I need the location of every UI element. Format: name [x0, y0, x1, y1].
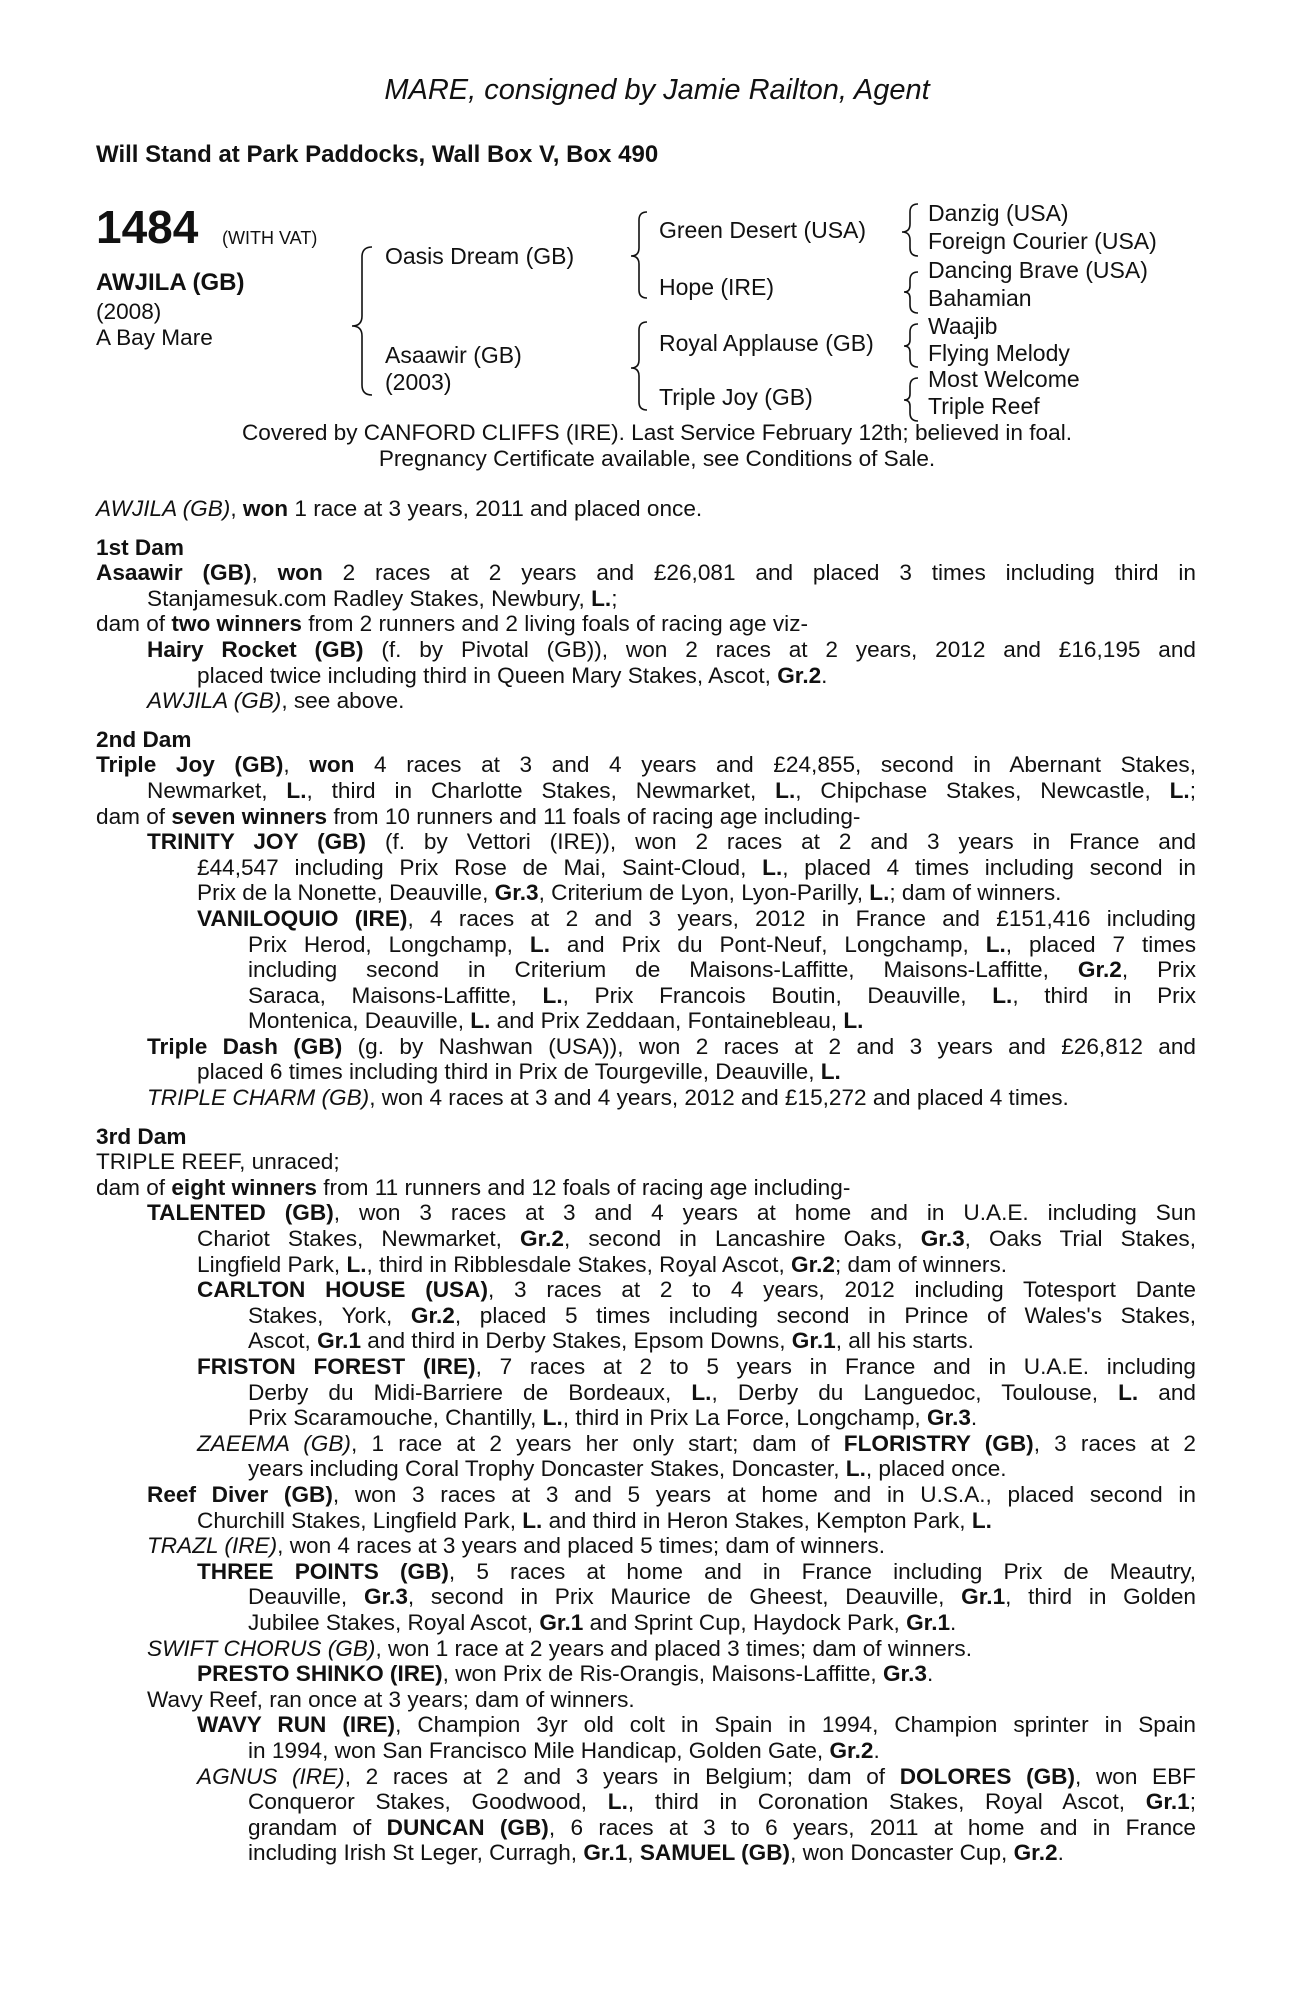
text-run: 1st Dam: [96, 534, 184, 560]
text-run: Chariot Stakes, Newmarket,: [197, 1226, 520, 1252]
text-run: ;: [611, 585, 618, 611]
text-run: L.: [591, 585, 612, 611]
text-run: Gr.1: [906, 1609, 951, 1635]
catalogue-line: [96, 1200, 1196, 1226]
text-run: Triple Dash (GB): [147, 1033, 343, 1059]
catalogue-line: [96, 586, 1196, 612]
text-run: Derby du Midi-Barriere de Bordeaux,: [248, 1379, 692, 1405]
text-run: L.: [522, 1507, 543, 1533]
pedigree-dam: Asaawir (GB): [385, 342, 522, 368]
text-run: , Champion 3yr old colt in Spain in 1994, Champion sprinter in Spain: [395, 1712, 1196, 1738]
text-run: 2 races at 2 years and £26,081 and placed 3 times including third in: [322, 560, 1196, 586]
text-run: , Prix: [1121, 957, 1196, 983]
catalogue-line: [96, 855, 1196, 881]
text-run: 4 races at 3 and 4 years and £24,855, second in Abernant Stakes,: [354, 752, 1196, 778]
catalogue-line: [96, 1712, 1196, 1738]
catalogue-line: [96, 804, 1196, 830]
text-run: , placed 7 times: [1005, 931, 1197, 957]
text-run: L.: [843, 1008, 864, 1034]
text-run: Prix Scaramouche, Chantilly,: [248, 1405, 543, 1431]
text-run: dam of: [96, 1174, 172, 1200]
catalogue-line: [96, 496, 1196, 522]
text-run: and: [1138, 1379, 1196, 1405]
text-run: , Oaks Trial Stakes,: [964, 1226, 1196, 1252]
text-run: , placed 4 times including second in: [782, 854, 1196, 880]
text-run: from 10 runners and 11 foals of racing age including-: [327, 803, 861, 829]
text-run: years including Coral Trophy Doncaster Stakes, Doncaster,: [248, 1456, 846, 1482]
text-run: , third in Ribblesdale Stakes, Royal Ascot,: [366, 1251, 792, 1277]
text-run: , placed 5 times including second in Prince of Wales's Stakes,: [454, 1302, 1197, 1328]
text-run: including second in Criterium de Maisons-Laffitte, Maisons-Laffitte,: [248, 957, 1078, 983]
text-run: Gr.3: [882, 1661, 927, 1687]
pedigree-dam-sire: Royal Applause (GB): [659, 330, 874, 356]
catalogue-line: [96, 1508, 1196, 1534]
text-run: THREE POINTS (GB): [197, 1558, 449, 1584]
catalogue-line: [96, 1354, 1196, 1380]
text-run: seven winners: [171, 803, 328, 829]
text-run: and Sprint Cup, Haydock Park,: [583, 1609, 907, 1635]
catalogue-line: [96, 1085, 1196, 1111]
text-run: , won 3 races at 3 and 4 years at home and in U.A.E. including Sun: [333, 1200, 1197, 1226]
text-run: Gr.1: [791, 1328, 836, 1354]
text-run: Gr.2: [829, 1737, 874, 1763]
catalogue-line: [96, 906, 1196, 932]
text-run: , placed once.: [865, 1456, 1007, 1482]
text-run: , 3 races at 2: [1033, 1430, 1196, 1456]
text-run: L.: [346, 1251, 367, 1277]
text-run: ;: [1189, 777, 1196, 803]
catalogue-line: [96, 1277, 1196, 1303]
catalogue-line: [96, 752, 1196, 778]
text-run: .: [821, 662, 828, 688]
text-run: won: [242, 496, 289, 521]
text-run: , third in Coronation Stakes, Royal Ascot,: [627, 1789, 1146, 1815]
text-run: Gr.1: [583, 1840, 628, 1866]
text-run: Gr.2: [1013, 1840, 1058, 1866]
text-run: SWIFT CHORUS (GB): [147, 1635, 376, 1661]
text-run: ; dam of winners.: [889, 880, 1062, 906]
text-run: AGNUS (IRE): [197, 1763, 345, 1789]
text-run: L.: [542, 982, 563, 1008]
text-run: won: [277, 560, 323, 586]
text-run: , second in Lancashire Oaks,: [563, 1226, 921, 1252]
vat-note: (WITH VAT): [222, 228, 318, 248]
text-run: Gr.3: [920, 1226, 965, 1252]
text-run: £44,547 including Prix Rose de Mai, Saint-Cloud,: [197, 854, 763, 880]
catalogue-line: [96, 1303, 1196, 1329]
lot-number: 1484: [96, 201, 199, 253]
text-run: , 1 race at 2 years her only start; dam of: [350, 1430, 844, 1456]
text-run: , won EBF: [1075, 1763, 1196, 1789]
pedigree-dsd: Flying Melody: [928, 340, 1070, 366]
text-run: ; dam of winners.: [835, 1251, 1008, 1277]
catalogue-line: [96, 1124, 1196, 1150]
text-run: from 2 runners and 2 living foals of racing age viz-: [301, 611, 809, 637]
catalogue-line: [96, 932, 1196, 958]
text-run: Gr.2: [1077, 957, 1122, 983]
text-run: Hairy Rocket (GB): [147, 636, 364, 662]
text-run: Prix de la Nonette, Deauville,: [197, 880, 495, 906]
text-run: DUNCAN (GB): [386, 1814, 549, 1840]
text-run: L.: [869, 880, 890, 906]
catalogue-line: [96, 1175, 1196, 1201]
text-run: .: [1057, 1840, 1064, 1866]
catalogue-line: [96, 1610, 1196, 1636]
catalogue-line: [96, 688, 1196, 714]
text-run: .: [873, 1737, 880, 1763]
text-run: Conqueror Stakes, Goodwood,: [248, 1789, 608, 1815]
text-run: TRIPLE REEF, unraced;: [96, 1149, 340, 1175]
text-run: , 3 races at 2 to 4 years, 2012 including Totesport Dante: [487, 1277, 1196, 1303]
catalogue-line: [96, 1328, 1196, 1354]
text-run: , Criterium de Lyon, Lyon-Parilly,: [538, 880, 870, 906]
text-run: Gr.3: [363, 1584, 408, 1610]
catalogue-line: [96, 1380, 1196, 1406]
pedigree-dss: Waajib: [928, 313, 998, 339]
text-run: , Chipchase Stakes, Newcastle,: [795, 777, 1170, 803]
catalogue-line: [96, 1226, 1196, 1252]
pedigree-sire: Oasis Dream (GB): [385, 243, 575, 269]
catalogue-line: [96, 1764, 1196, 1790]
text-run: SAMUEL (GB): [639, 1840, 791, 1866]
text-run: TRIPLE CHARM (GB): [147, 1085, 370, 1111]
text-run: ,: [230, 496, 243, 521]
catalogue-line: [96, 1661, 1196, 1687]
covered-note: Covered by CANFORD CLIFFS (IRE). Last Service February 12th; believed in foal.: [241, 420, 1072, 445]
catalogue-line: [96, 1405, 1196, 1431]
pedigree-dam-dam: Triple Joy (GB): [659, 384, 813, 410]
text-run: Stakes, York,: [248, 1302, 411, 1328]
text-run: L.: [529, 931, 550, 957]
pedigree-brackets: [0, 0, 1314, 430]
catalogue-line: [96, 1482, 1196, 1508]
catalogue-line: [96, 1059, 1196, 1085]
text-run: , won 4 races at 3 years and placed 5 times; dam of winners.: [277, 1533, 885, 1559]
text-run: , won Prix de Ris-Orangis, Maisons-Laffitte,: [442, 1661, 883, 1687]
text-run: Asaawir (GB): [96, 560, 252, 586]
text-run: from 11 runners and 12 foals of racing age including-: [316, 1174, 851, 1200]
text-run: CARLTON HOUSE (USA): [197, 1277, 488, 1303]
pedigree-dam-year: (2003): [385, 369, 452, 395]
catalogue-line: [96, 1840, 1196, 1866]
text-run: Montenica, Deauville,: [248, 1008, 471, 1034]
catalogue-line: [96, 1533, 1196, 1559]
text-run: , Prix Francois Boutin, Deauville,: [562, 982, 993, 1008]
stand-location: Will Stand at Park Paddocks, Wall Box V, Box 490: [96, 141, 659, 168]
catalogue-line: [96, 778, 1196, 804]
text-run: won: [309, 752, 355, 778]
text-run: WAVY RUN (IRE): [197, 1712, 396, 1738]
pedigree-sds: Dancing Brave (USA): [928, 257, 1148, 283]
catalogue-line: [96, 1252, 1196, 1278]
catalogue-line: [96, 829, 1196, 855]
catalogue-line: [96, 637, 1196, 663]
text-run: dam of: [96, 803, 172, 829]
text-run: and Prix Zeddaan, Fontainebleau,: [490, 1008, 844, 1034]
catalogue-line: [96, 1789, 1196, 1815]
text-run: Deauville,: [248, 1584, 364, 1610]
text-run: Saraca, Maisons-Laffitte,: [248, 982, 543, 1008]
text-run: , see above.: [281, 688, 405, 714]
text-run: TRINITY JOY (GB): [147, 829, 367, 855]
text-run: L.: [845, 1456, 866, 1482]
text-run: L.: [607, 1789, 628, 1815]
text-run: ,: [627, 1840, 640, 1866]
text-run: , 2 races at 2 and 3 years in Belgium; dam of: [344, 1763, 900, 1789]
text-run: L.: [470, 1008, 491, 1034]
text-run: FLORISTRY (GB): [843, 1430, 1034, 1456]
text-run: (g. by Nashwan (USA)), won 2 races at 2 and 3 years and £26,812 and: [342, 1033, 1196, 1059]
text-run: L.: [542, 1405, 563, 1431]
text-run: , 4 races at 2 and 3 years, 2012 in France and £151,416 including: [407, 905, 1196, 931]
text-run: , 7 races at 2 to 5 years in France and in U.A.E. including: [475, 1354, 1196, 1379]
catalogue-line: [96, 1008, 1196, 1034]
catalogue-line: [96, 957, 1196, 983]
text-run: ZAEEMA (GB): [197, 1430, 351, 1456]
text-run: Gr.2: [791, 1251, 835, 1277]
catalogue-line: [96, 535, 1196, 561]
catalogue-line: [96, 1738, 1196, 1764]
text-run: L.: [762, 854, 783, 880]
text-run: , third in Charlotte Stakes, Newmarket,: [306, 777, 776, 803]
text-run: L.: [992, 982, 1013, 1008]
text-run: including Irish St Leger, Curragh,: [248, 1840, 584, 1866]
text-run: placed twice including third in Queen Mary Stakes, Ascot,: [197, 662, 778, 688]
text-run: PRESTO SHINKO (IRE): [197, 1661, 443, 1687]
text-run: (f. by Vettori (IRE)), won 2 races at 2 and 3 years in France and: [366, 829, 1197, 855]
text-run: L.: [286, 777, 307, 803]
text-run: and Prix du Pont-Neuf, Longchamp,: [549, 931, 986, 957]
catalogue-line: [96, 560, 1196, 586]
text-run: , third in Prix La Force, Longchamp,: [562, 1405, 927, 1431]
pedigree-dds: Most Welcome: [928, 366, 1080, 392]
text-run: , won 1 race at 2 years and placed 3 times; dam of winners.: [375, 1635, 972, 1661]
text-run: AWJILA (GB): [96, 496, 231, 521]
catalogue-line: [96, 1815, 1196, 1841]
text-run: Newmarket,: [147, 777, 287, 803]
catalogue-line: [96, 880, 1196, 906]
text-run: , Derby du Languedoc, Toulouse,: [711, 1379, 1119, 1405]
catalogue-line: [96, 1034, 1196, 1060]
pedigree-ssd: Foreign Courier (USA): [928, 228, 1157, 254]
text-run: , all his starts.: [835, 1328, 974, 1354]
text-run: FRISTON FOREST (IRE): [197, 1354, 476, 1379]
text-run: .: [970, 1405, 978, 1431]
text-run: , won 4 races at 3 and 4 years, 2012 and £15,272 and placed 4 times.: [369, 1085, 1069, 1111]
text-run: 2nd Dam: [96, 726, 192, 752]
consignor-heading: MARE, consigned by Jamie Railton, Agent: [384, 74, 930, 106]
text-run: Gr.1: [539, 1609, 584, 1635]
text-run: Gr.1: [1145, 1789, 1190, 1815]
catalogue-line: [96, 611, 1196, 637]
text-run: 3rd Dam: [96, 1123, 187, 1149]
text-run: Gr.1: [317, 1328, 362, 1354]
text-run: TALENTED (GB): [147, 1200, 334, 1226]
catalogue-line: [96, 1456, 1196, 1482]
horse-description: A Bay Mare: [96, 325, 213, 350]
text-run: Jubilee Stakes, Royal Ascot,: [248, 1609, 540, 1635]
text-run: L.: [1118, 1379, 1139, 1405]
catalogue-line: [96, 1687, 1196, 1713]
text-run: Prix Herod, Longchamp,: [248, 931, 530, 957]
pedigree-sire-sire: Green Desert (USA): [659, 217, 867, 243]
text-run: , third in Golden: [1005, 1584, 1196, 1610]
text-run: L.: [1169, 777, 1190, 803]
text-run: Gr.3: [926, 1405, 971, 1431]
text-run: eight winners: [171, 1174, 317, 1200]
text-run: ;: [1189, 1789, 1196, 1815]
text-run: , second in Prix Maurice de Gheest, Deauville,: [407, 1584, 962, 1610]
text-run: , 5 races at home and in France including Prix de Meautry,: [448, 1558, 1196, 1584]
pregnancy-note: Pregnancy Certificate available, see Conditions of Sale.: [378, 446, 936, 471]
catalogue-line: [96, 1584, 1196, 1610]
text-run: and third in Heron Stakes, Kempton Park,: [542, 1507, 972, 1533]
catalogue-body: [96, 496, 1196, 1866]
text-run: Reef Diver (GB): [147, 1481, 333, 1507]
text-run: and third in Derby Stakes, Epsom Downs,: [361, 1328, 792, 1354]
text-run: Gr.2: [777, 662, 822, 688]
text-run: ,: [251, 560, 278, 586]
text-run: TRAZL (IRE): [147, 1533, 278, 1559]
text-run: Gr.2: [520, 1226, 564, 1252]
pedigree-ddd: Triple Reef: [928, 393, 1040, 419]
pedigree-sire-dam: Hope (IRE): [659, 274, 775, 300]
text-run: , won Doncaster Cup,: [790, 1840, 1014, 1866]
text-run: Ascot,: [248, 1328, 318, 1354]
text-run: , won 3 races at 3 and 5 years at home and in U.S.A., placed second in: [332, 1481, 1196, 1507]
catalogue-line: [96, 663, 1196, 689]
text-run: VANILOQUIO (IRE): [197, 905, 408, 931]
text-run: Gr.1: [961, 1584, 1006, 1610]
text-run: Wavy Reef, ran once at 3 years; dam of winners.: [147, 1686, 635, 1712]
text-run: Gr.2: [410, 1302, 455, 1328]
text-run: dam of: [96, 611, 172, 637]
catalogue-line: [96, 727, 1196, 753]
text-run: placed 6 times including third in Prix de Tourgeville, Deauville,: [197, 1059, 821, 1085]
text-run: , 6 races at 3 to 6 years, 2011 at home and in France: [548, 1814, 1196, 1840]
text-run: 1 race at 3 years, 2011 and placed once.: [288, 496, 703, 521]
horse-name: AWJILA (GB): [96, 269, 245, 296]
text-run: AWJILA (GB): [147, 688, 282, 714]
catalogue-line: [96, 1149, 1196, 1175]
text-run: L.: [691, 1379, 712, 1405]
text-run: Triple Joy (GB): [96, 752, 284, 778]
catalogue-line: [96, 983, 1196, 1009]
text-run: Stanjamesuk.com Radley Stakes, Newbury,: [147, 585, 592, 611]
text-run: Gr.3: [494, 880, 539, 906]
catalogue-line: [96, 1559, 1196, 1585]
text-run: Lingfield Park,: [197, 1251, 347, 1277]
text-run: (f. by Pivotal (GB)), won 2 races at 2 years, 2012 and £16,195 and: [363, 636, 1196, 662]
horse-year: (2008): [96, 299, 162, 324]
text-run: .: [926, 1661, 934, 1687]
pedigree-sdd: Bahamian: [928, 285, 1032, 311]
text-run: grandam of: [248, 1814, 387, 1840]
text-run: L.: [775, 777, 796, 803]
text-run: ,: [283, 752, 310, 778]
pedigree-sss: Danzig (USA): [928, 200, 1069, 226]
text-run: two winners: [171, 611, 302, 637]
text-run: L.: [971, 1507, 992, 1533]
text-run: L.: [985, 931, 1006, 957]
text-run: , third in Prix: [1012, 982, 1196, 1008]
catalogue-line: [96, 1431, 1196, 1457]
text-run: Churchill Stakes, Lingfield Park,: [197, 1507, 523, 1533]
text-run: in 1994, won San Francisco Mile Handicap, Golden Gate,: [248, 1737, 830, 1763]
text-run: L.: [820, 1059, 841, 1085]
catalogue-line: [96, 1636, 1196, 1662]
text-run: DOLORES (GB): [899, 1763, 1076, 1789]
text-run: .: [950, 1609, 957, 1635]
